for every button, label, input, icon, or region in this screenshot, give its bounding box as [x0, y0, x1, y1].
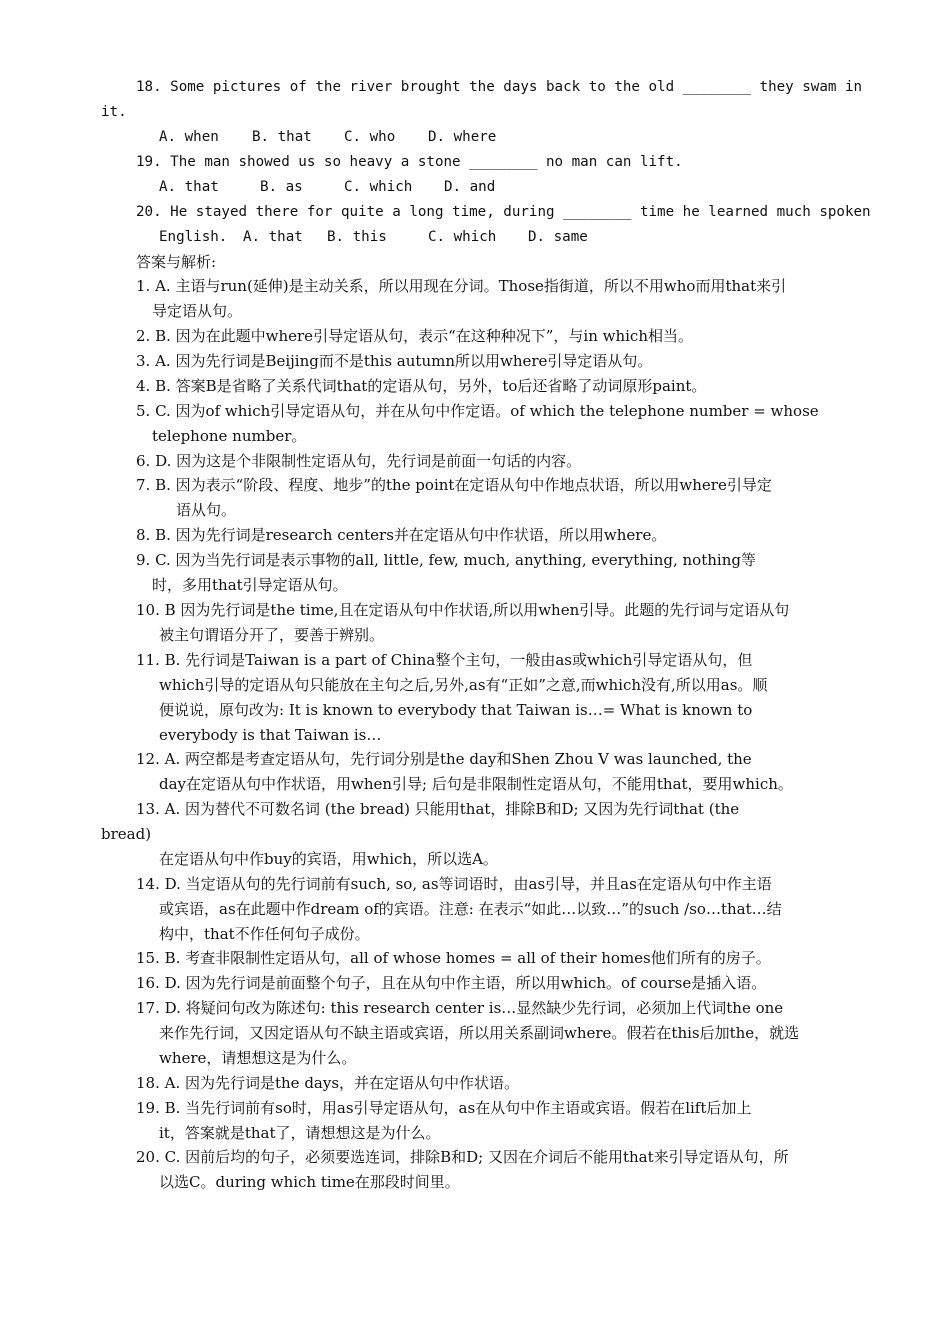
answers-heading: 答案与解析:: [136, 253, 217, 271]
answer-14-line-1: 14. D. 当定语从句的先行词前有such, so, as等词语时，由as引导，并且as在定语从句中作主语: [136, 875, 772, 893]
option-b: B. this: [327, 229, 387, 245]
question-20-line-2: English.: [159, 229, 228, 245]
option-d: D. where: [428, 129, 497, 145]
answer-11-line-4: everybody is that Taiwan is…: [159, 726, 382, 744]
question-18-line-1: 18. Some pictures of the river brought the days back to the old ________ they swam in: [136, 79, 863, 95]
question-19-options: [159, 177, 495, 197]
answer-11-line-3: 便说说，原句改为: It is known to everybody that Taiwan is…= What is known to: [159, 701, 753, 719]
answer-11-line-1: 11. B. 先行词是Taiwan is a part of China整个主句，一般由as或which引导定语从句，但: [136, 651, 753, 669]
answer-13-line-3: 在定语从句中作buy的宾语，用which，所以选A。: [159, 850, 498, 868]
answer-7-line-1: 7. B. 因为表示“阶段、程度、地步”的the point在定语从句中作地点状语，所以用where引导定: [136, 476, 772, 494]
answer-5-line-1: 5. C. 因为of which引导定语从句，并在从句中作定语。of which the telephone number = whose: [136, 402, 819, 420]
answer-14-line-2: 或宾语，as在此题中作dream of的宾语。注意: 在表示“如此…以致…”的such /so…that…结: [159, 900, 782, 918]
question-20-options: [159, 227, 588, 247]
answer-13-line-1: 13. A. 因为替代不可数名词 (the bread) 只能用that，排除B和D; 又因为先行词that (the: [136, 800, 740, 818]
answer-19-line-1: 19. B. 当先行词前有so时，用as引导定语从句，as在从句中作主语或宾语。假若在lift后加上: [136, 1099, 752, 1117]
answer-10-line-2: 被主句谓语分开了，要善于辨别。: [159, 626, 385, 644]
answer-2-line-1: 2. B. 因为在此题中where引导定语从句，表示“在这种种况下”，与in which相当。: [136, 327, 693, 345]
answer-20-line-1: 20. C. 因前后均的句子，必须要选连词，排除B和D; 又因在介词后不能用that来引导定语从句，所: [136, 1148, 789, 1166]
answer-12-line-2: day在定语从句中作状语，用when引导; 后句是非限制性定语从句，不能用that，要用which。: [159, 775, 793, 793]
answer-14-line-3: 构中，that不作任何句子成份。: [159, 925, 370, 943]
answer-5-line-2: telephone number。: [152, 427, 307, 445]
answer-1-line-1: 1. A. 主语与run(延伸)是主动关系，所以用现在分词。Those指街道，所以不用who而用that来引: [136, 277, 787, 295]
answer-3-line-1: 3. A. 因为先行词是Beijing而不是this autumn所以用where引导定语从句。: [136, 352, 653, 370]
answer-17-line-3: where，请想想这是为什么。: [159, 1049, 357, 1067]
answer-17-line-2: 来作先行词，又因定语从句不缺主语或宾语，所以用关系副词where。假若在this后加the，就选: [159, 1024, 800, 1042]
option-b: B. as: [260, 179, 303, 195]
option-c: C. which: [428, 229, 497, 245]
answer-4-line-1: 4. B. 答案B是省略了关系代词that的定语从句，另外，to后还省略了动词原形paint。: [136, 377, 707, 395]
option-a: A. that: [159, 179, 219, 195]
option-b: B. that: [252, 129, 312, 145]
question-19-line-1: 19. The man showed us so heavy a stone ________ no man can lift.: [136, 154, 683, 170]
option-a: A. when: [159, 129, 219, 145]
answer-6-line-1: 6. D. 因为这是个非限制性定语从句，先行词是前面一句话的内容。: [136, 452, 582, 470]
option-a: A. that: [243, 229, 303, 245]
answer-9-line-1: 9. C. 因为当先行词是表示事物的all, little, few, much, anything, everything, nothing等: [136, 551, 756, 569]
answer-16-line-1: 16. D. 因为先行词是前面整个句子，且在从句中作主语，所以用which。of course是插入语。: [136, 974, 767, 992]
answer-9-line-2: 时，多用that引导定语从句。: [152, 576, 348, 594]
answer-11-line-2: which引导的定语从句只能放在主句之后,另外,as有“正如”之意,而which没有,所以用as。顺: [159, 676, 768, 694]
answer-20-line-2: 以选C。during which time在那段时间里。: [159, 1173, 460, 1191]
option-c: C. which: [344, 179, 413, 195]
answer-13-line-2: bread): [101, 825, 152, 843]
answer-19-line-2: it，答案就是that了，请想想这是为什么。: [159, 1124, 441, 1142]
answer-7-line-2: 语从句。: [176, 501, 237, 519]
option-d: D. same: [528, 229, 588, 245]
answer-8-line-1: 8. B. 因为先行词是research centers并在定语从句中作状语，所以用where。: [136, 526, 667, 544]
question-18-options: [159, 127, 496, 147]
answer-10-line-1: 10. B 因为先行词是the time,且在定语从句中作状语,所以用when引导。此题的先行词与定语从句: [136, 601, 790, 619]
option-d: D. and: [444, 179, 496, 195]
answer-1-line-2: 导定语从句。: [152, 302, 243, 320]
answer-18-line-1: 18. A. 因为先行词是the days，并在定语从句中作状语。: [136, 1074, 520, 1092]
option-c: C. who: [344, 129, 396, 145]
question-20-line-1: 20. He stayed there for quite a long time, during ________ time he learned much spoken: [136, 204, 871, 220]
answer-15-line-1: 15. B. 考查非限制性定语从句，all of whose homes = all of their homes他们所有的房子。: [136, 949, 771, 967]
answer-12-line-1: 12. A. 两空都是考查定语从句，先行词分别是the day和Shen Zhou V was launched, the: [136, 750, 752, 768]
question-18-line-2: it.: [101, 104, 127, 120]
answer-17-line-1: 17. D. 将疑问句改为陈述句: this research center is…显然缺少先行词，必须加上代词the one: [136, 999, 784, 1017]
